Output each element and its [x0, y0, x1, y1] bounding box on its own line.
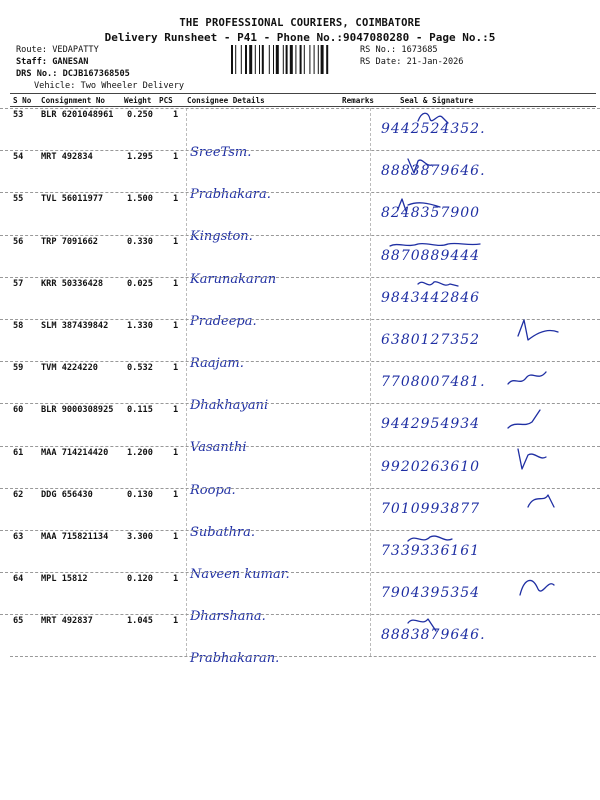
row-sno: 59: [13, 363, 24, 374]
signature-scribble: [388, 571, 498, 603]
row-sno: 64: [13, 574, 24, 585]
row-consignment-number: MRT 492834: [41, 152, 93, 163]
row-sno: 57: [13, 278, 24, 289]
row-pcs: 1: [173, 152, 179, 163]
row-weight: 0.532: [127, 363, 153, 374]
column-header-weight: Weight: [124, 96, 152, 105]
runsheet-subtitle: Delivery Runsheet - P41 - Phone No.:9047080280 - Page No.:5: [104, 31, 496, 44]
handwritten-phone-number: 9442524352.: [381, 121, 486, 137]
row-consignment-number: BLR 6201048961: [41, 110, 114, 120]
handwritten-consignee-name: SreeTsm.: [190, 145, 252, 160]
handwritten-phone-number: 8883879646.: [381, 163, 486, 180]
row-weight: 0.120: [127, 574, 153, 585]
handwritten-consignee-name: Subathra.: [190, 524, 256, 540]
row-weight: 1.295: [127, 152, 153, 163]
handwritten-phone-number: 8248357900: [381, 205, 481, 222]
row-consignment-number: KRR 50336428: [41, 278, 104, 289]
rs-date: RS Date: 21-Jan-2026: [360, 57, 464, 67]
row-pcs: 1: [173, 278, 179, 289]
signature-scribble: [388, 360, 498, 392]
row-weight: 1.045: [127, 616, 153, 627]
header-bottom-rule: [10, 106, 596, 107]
table-end-rule: [10, 656, 596, 657]
row-consignment-number: MRT 492837: [41, 616, 93, 627]
handwritten-consignee-name: Roopa.: [190, 482, 236, 498]
handwritten-consignee-name: Prabhakara.: [190, 187, 271, 203]
row-pcs: 1: [173, 532, 179, 542]
row-sno: 55: [13, 194, 24, 205]
row-weight: 3.300: [127, 532, 153, 542]
handwritten-phone-number: 9920263610: [381, 458, 481, 475]
row-weight: 1.330: [127, 321, 153, 331]
row-consignment-number: TVM 4224220: [41, 363, 98, 374]
row-pcs: 1: [173, 194, 179, 205]
row-pcs: 1: [173, 489, 179, 500]
route-label: Route: VEDAPATTY: [16, 45, 99, 55]
row-consignment-number: MAA 714214420: [41, 447, 109, 458]
handwritten-phone-number: 8870889444: [381, 247, 481, 264]
row-weight: 0.130: [127, 489, 153, 500]
handwritten-phone-number: 9442954934: [381, 416, 481, 433]
handwritten-consignee-name: Dharshana.: [190, 609, 266, 625]
row-pcs: 1: [173, 363, 179, 374]
handwritten-phone-number: 7010993877: [381, 500, 481, 517]
handwritten-phone-number: 9843442846: [381, 289, 481, 306]
drs-number: DRS No.: DCJB167368505: [16, 69, 130, 79]
row-sno: 60: [13, 405, 24, 416]
row-pcs: 1: [173, 236, 179, 247]
signature-scribble: [388, 276, 498, 308]
handwritten-phone-number: 7904395354: [381, 585, 481, 602]
signature-scribble: [388, 234, 498, 266]
column-header-sno: S No: [13, 96, 32, 105]
row-weight: 1.200: [127, 447, 153, 458]
handwritten-consignee-name: Vasanthi: [190, 440, 247, 456]
row-pcs: 1: [173, 110, 179, 120]
header-top-rule: [10, 93, 596, 94]
handwritten-consignee-name: Pradeepa.: [190, 313, 257, 329]
row-sno: 61: [13, 447, 24, 458]
barcode-image: [231, 45, 355, 74]
signature-scribble: [388, 487, 498, 519]
row-weight: 0.115: [127, 405, 153, 416]
signature-scribble: [388, 529, 498, 561]
row-consignment-number: MAA 715821134: [41, 532, 109, 542]
signature-scribble: [388, 191, 498, 223]
signature-scribble: [388, 149, 498, 181]
signature-scribble: [388, 318, 498, 350]
signature-scribble: [388, 445, 498, 477]
row-pcs: 1: [173, 574, 179, 585]
handwritten-phone-number: 7708007481.: [381, 374, 486, 391]
company-title: THE PROFESSIONAL COURIERS, COIMBATORE: [179, 17, 421, 29]
row-sno: 63: [13, 532, 24, 542]
handwritten-consignee-name: Kingston.: [190, 229, 253, 245]
row-consignment-number: DDG 656430: [41, 489, 93, 500]
row-pcs: 1: [173, 616, 179, 627]
row-pcs: 1: [173, 321, 179, 331]
row-consignment-number: SLM 387439842: [41, 321, 109, 331]
row-weight: 0.025: [127, 278, 153, 289]
row-sno: 58: [13, 321, 24, 331]
row-sno: 62: [13, 489, 24, 500]
handwritten-consignee-name: Naveen kumar.: [190, 567, 290, 582]
row-consignment-number: TRP 7091662: [41, 236, 98, 247]
handwritten-phone-number: 7339336161: [381, 543, 481, 559]
handwritten-consignee-name: Prabhakaran.: [190, 651, 280, 667]
row-pcs: 1: [173, 447, 179, 458]
handwritten-consignee-name: Raajam.: [190, 356, 244, 371]
column-header-details: Consignee Details: [187, 96, 265, 105]
rs-number: RS No.: 1673685: [360, 45, 438, 55]
signature-scribble: [388, 107, 498, 139]
signature-scribble: [388, 402, 498, 434]
row-consignment-number: TVL 56011977: [41, 194, 104, 205]
table-row: [0, 614, 600, 667]
handwritten-consignee-name: Karunakaran: [190, 271, 277, 287]
handwritten-consignee-name: Dhakhayani: [190, 398, 269, 414]
row-consignment-number: BLR 9000308925: [41, 405, 114, 416]
column-header-consignment: Consignment No: [41, 96, 106, 105]
column-header-pcs: PCS: [159, 96, 173, 105]
handwritten-phone-number: 6380127352: [381, 332, 481, 348]
row-weight: 0.250: [127, 110, 153, 120]
row-sno: 56: [13, 236, 24, 247]
row-sno: 54: [13, 152, 24, 163]
signature-scribble: [388, 613, 498, 645]
row-weight: 0.330: [127, 236, 153, 247]
row-sno: 53: [13, 110, 24, 120]
row-weight: 1.500: [127, 194, 153, 205]
row-sno: 65: [13, 616, 24, 627]
column-header-remarks: Remarks: [342, 96, 375, 105]
row-consignment-number: MPL 15812: [41, 574, 88, 585]
row-pcs: 1: [173, 405, 179, 416]
vehicle-label: Vehicle: Two Wheeler Delivery: [34, 81, 185, 91]
column-header-seal: Seal & Signature: [400, 96, 474, 105]
staff-label: Staff: GANESAN: [16, 57, 89, 67]
handwritten-phone-number: 8883879646.: [381, 627, 486, 644]
